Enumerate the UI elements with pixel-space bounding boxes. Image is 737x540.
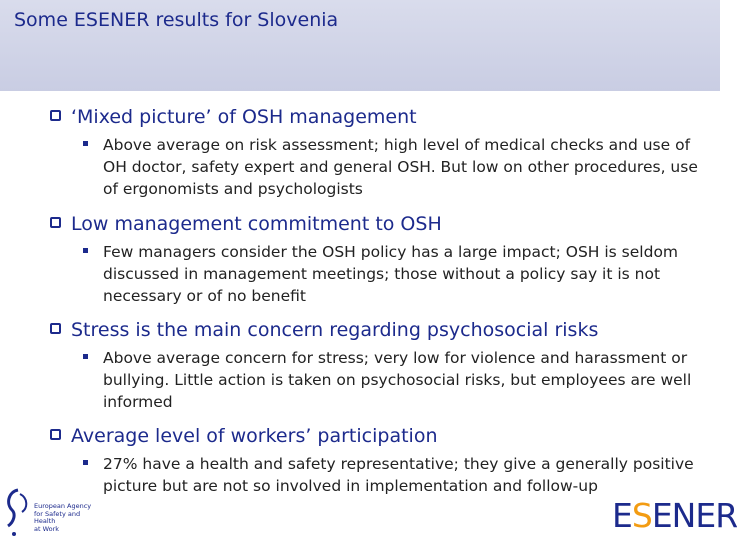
section-heading — [50, 213, 714, 235]
eu-osha-logo — [4, 486, 94, 540]
square-bullet-icon — [83, 354, 88, 359]
eu-osha-emblem-icon — [4, 486, 34, 540]
section-heading — [50, 425, 714, 447]
section-osh-management — [50, 106, 714, 200]
checkbox-bullet-icon — [50, 217, 61, 228]
bullet-item — [50, 347, 714, 413]
esener-logo-accent: S — [631, 496, 652, 535]
bullet-item — [50, 453, 714, 497]
esener-logo — [612, 496, 737, 535]
square-bullet-icon — [83, 141, 88, 146]
section-management-commitment — [50, 213, 714, 307]
esener-logo-suffix: ENER — [651, 496, 737, 535]
bullet-text: Above average concern for stress; very low for violence and harassment or bullying. Little action is taken on psychosocial risks, but employees are well informed — [103, 349, 692, 411]
esener-logo-prefix: E — [612, 496, 632, 535]
bullet-text: 27% have a health and safety representative; they give a generally positive picture but are not so involved in implementation and follow-up — [103, 455, 694, 495]
checkbox-bullet-icon — [50, 429, 61, 440]
section-heading-text: Stress is the main concern regarding psychosocial risks — [71, 319, 599, 341]
checkbox-bullet-icon — [50, 323, 61, 334]
agency-name-text: European Agency for Safety and Health at Work — [34, 502, 92, 533]
section-heading-text: Average level of workers’ participation — [71, 425, 438, 447]
square-bullet-icon — [83, 460, 88, 465]
section-heading-text: Low management commitment to OSH — [71, 213, 442, 235]
bullet-text: Few managers consider the OSH policy has a large impact; OSH is seldom discussed in management meetings; those without a policy say it is not necessary or of no benefit — [103, 243, 679, 305]
section-workers-participation — [50, 425, 714, 497]
section-heading — [50, 106, 714, 128]
checkbox-bullet-icon — [50, 110, 61, 121]
section-psychosocial-risks — [50, 319, 714, 413]
bullet-item — [50, 241, 714, 307]
bullet-item — [50, 134, 714, 200]
bullet-text: Above average on risk assessment; high level of medical checks and use of OH doctor, safety expert and general OSH. But low on other procedures, use of ergonomists and psychologists — [103, 136, 698, 198]
slide-title: Some ESENER results for Slovenia — [14, 9, 339, 31]
square-bullet-icon — [83, 248, 88, 253]
section-heading — [50, 319, 714, 341]
section-heading-text: ‘Mixed picture’ of OSH management — [71, 106, 417, 128]
